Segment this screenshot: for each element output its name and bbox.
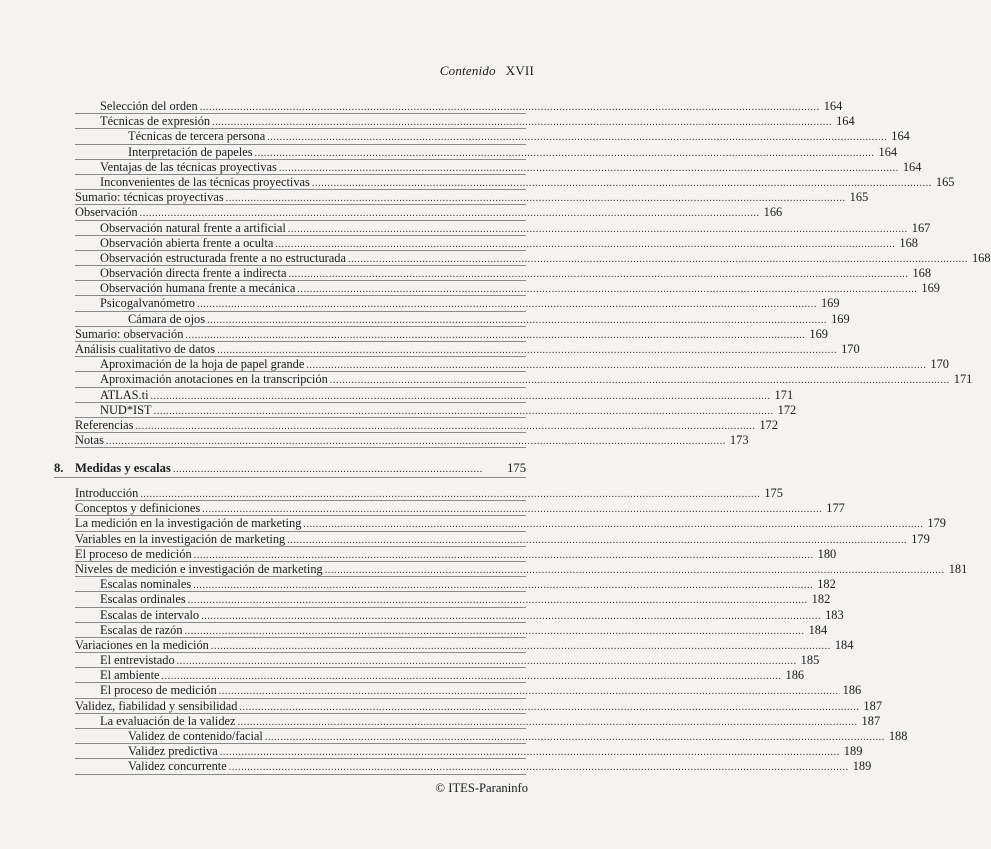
toc-entry-page: 183 <box>825 607 844 622</box>
publisher-footer: © ITES-Paraninfo <box>435 781 528 795</box>
toc-entry <box>75 698 883 714</box>
toc-entry-page: 187 <box>861 713 881 728</box>
toc-entry <box>75 372 973 387</box>
leader-dots: ........................................................................................................................................................................................................ <box>225 193 846 205</box>
toc-entry-page: 179 <box>911 531 930 546</box>
toc-entry <box>75 433 749 448</box>
toc-entry-page: 168 <box>899 235 918 250</box>
toc-entry-title: Aproximación anotaciones en la transcripción <box>100 372 328 387</box>
toc-entry-page: 185 <box>800 653 820 668</box>
toc-entry-page: 186 <box>785 668 805 683</box>
toc-entry-page: 186 <box>842 683 862 698</box>
toc-entry-page: 184 <box>834 637 854 652</box>
leader-dots: ........................................................................................................................................................................................................ <box>201 610 822 622</box>
toc-entry-page: 171 <box>774 387 794 402</box>
leader-dots: ........................................................................................................................................................................................................ <box>311 177 932 189</box>
toc-entry-title: Observación abierta frente a oculta <box>100 235 274 250</box>
toc-entry-title: La medición en la investigación de marketing <box>75 516 302 531</box>
toc-entry-title: Análisis cualitativo de datos <box>75 342 216 356</box>
toc-entry-title: Observación directa frente a indirecta <box>100 266 287 281</box>
toc-entry-page: 175 <box>764 486 783 500</box>
leader-dots: .................................................................................................... <box>172 464 483 475</box>
leader-dots: ........................................................................................................................................................................................................ <box>237 716 858 728</box>
leader-dots: ........................................................................................................................................................................................................ <box>228 762 849 774</box>
toc-entry <box>75 281 940 296</box>
leader-dots: ........................................................................................................................................................................................................ <box>324 564 945 576</box>
toc-entry-title: Técnicas de tercera persona <box>128 129 266 144</box>
leader-dots: ........................................................................................................................................................................................................ <box>264 732 885 743</box>
leader-dots: ........................................................................................................................................................................................................ <box>267 132 888 144</box>
toc-entry-title: Niveles de medición e investigación de marketing <box>75 561 323 576</box>
toc-entry-title: El proceso de medición <box>75 546 192 561</box>
toc-entry <box>75 713 881 729</box>
leader-dots: ........................................................................................................................................................................................................ <box>176 656 797 668</box>
toc-entry-title: Cámara de ojos <box>128 311 206 326</box>
toc-entry <box>75 387 794 403</box>
leader-dots: ........................................................................................................................................................................................................ <box>140 489 761 500</box>
toc-entry <box>75 326 828 342</box>
toc-entry <box>75 683 862 698</box>
toc-entry-title: Validez de contenido/facial <box>128 729 263 743</box>
toc-entry-page: 165 <box>935 174 955 189</box>
toc-entry-title: Observación natural frente a artificial <box>100 220 286 235</box>
toc-entry-page: 188 <box>888 729 908 743</box>
toc-entry-title: Sumario: observación <box>75 326 184 341</box>
leader-dots: ........................................................................................................................................................................................................ <box>329 375 950 387</box>
toc-entry <box>75 577 836 592</box>
leader-dots: ........................................................................................................................................................................................................ <box>218 686 839 698</box>
leader-dots: ........................................................................................................................................................................................................ <box>254 147 875 159</box>
toc-entry <box>75 417 779 433</box>
leader-dots: ........................................................................................................................................................................................................ <box>239 701 860 713</box>
toc-entry <box>75 607 844 623</box>
chapter-title: Medidas y escalas <box>75 461 171 475</box>
toc-entry-page: 169 <box>809 326 828 341</box>
toc-entry-page: 164 <box>823 99 843 113</box>
running-header-section: Contenido <box>439 63 496 78</box>
leader-dots: ........................................................................................................................................................................................................ <box>347 253 968 265</box>
toc-entry <box>75 744 863 759</box>
toc-entry <box>75 402 797 418</box>
toc-entry-title: Psicogalvanómetro <box>100 296 195 311</box>
toc-entry <box>75 235 918 251</box>
leader-dots: ........................................................................................................................................................................................................ <box>303 519 924 531</box>
toc-entry-page: 169 <box>831 311 850 326</box>
running-header <box>440 63 534 79</box>
toc-entry-title: Validez, fiabilidad y sensibilidad <box>75 698 238 713</box>
toc-entry-page: 189 <box>843 744 863 759</box>
toc-entry-page: 182 <box>811 592 831 607</box>
toc-entry <box>75 250 991 266</box>
toc-entry <box>75 144 898 160</box>
toc-entry-title: NUD*IST <box>100 402 152 417</box>
leader-dots: ........................................................................................................................................................................................................ <box>196 299 817 311</box>
toc-entry <box>75 220 931 236</box>
leader-dots: ........................................................................................................................................................................................................ <box>202 504 823 516</box>
leader-dots: ........................................................................................................................................................................................................ <box>135 420 756 432</box>
toc-entry <box>75 501 845 516</box>
leader-dots: ........................................................................................................................................................................................................ <box>187 595 808 607</box>
toc-entry-title: Ventajas de las técnicas proyectivas <box>100 159 277 174</box>
toc-entry <box>75 174 955 190</box>
toc-entry-page: 167 <box>911 220 931 235</box>
toc-entry-page: 181 <box>948 561 968 576</box>
toc-entry-page: 180 <box>817 546 837 561</box>
leader-dots: ........................................................................................................................................................................................................ <box>185 329 806 341</box>
toc-entry <box>75 342 860 357</box>
toc-entry-title: Escalas de razón <box>100 622 183 637</box>
toc-entry-page: 182 <box>817 577 836 592</box>
toc-entry-title: Conceptos y definiciones <box>75 501 201 516</box>
toc-entry <box>75 759 872 774</box>
table-of-contents-part-2 <box>75 486 968 775</box>
chapter-heading <box>54 461 526 478</box>
toc-entry <box>75 311 850 327</box>
toc-entry-page: 164 <box>902 159 922 174</box>
toc-entry-title: Interpretación de papeles <box>128 144 253 159</box>
toc-entry-title: Aproximación de la hoja de papel grande <box>100 357 305 372</box>
toc-entry-page: 171 <box>953 372 973 387</box>
toc-entry <box>75 729 908 744</box>
toc-entry <box>75 516 946 531</box>
toc-entry <box>75 114 855 129</box>
toc-entry-page: 172 <box>759 417 779 432</box>
toc-entry-title: Escalas de intervalo <box>100 607 200 622</box>
toc-entry-page: 187 <box>863 698 883 713</box>
toc-entry-page: 173 <box>729 433 749 448</box>
leader-dots: ........................................................................................................................................................................................................ <box>212 117 833 129</box>
toc-entry <box>75 99 843 114</box>
toc-entry-page: 166 <box>763 205 783 220</box>
toc-entry-title: Notas <box>75 433 104 448</box>
toc-entry-title: Referencias <box>75 417 134 432</box>
leader-dots: ........................................................................................................................................................................................................ <box>193 580 814 592</box>
toc-entry-page: 170 <box>841 342 860 356</box>
toc-entry-title: Variables en la investigación de marketing <box>75 531 286 546</box>
toc-entry-page: 164 <box>836 114 855 129</box>
leader-dots: ........................................................................................................................................................................................................ <box>139 208 760 220</box>
toc-entry-title: El proceso de medición <box>100 683 217 698</box>
leader-dots: ........................................................................................................................................................................................................ <box>199 102 820 113</box>
toc-entry <box>75 357 949 372</box>
leader-dots: ........................................................................................................................................................................................................ <box>105 436 726 448</box>
toc-entry-title: Introducción <box>75 486 139 500</box>
leader-dots: ........................................................................................................................................................................................................ <box>184 625 805 637</box>
toc-entry-page: 177 <box>826 501 845 516</box>
toc-entry-page: 172 <box>777 402 797 417</box>
toc-entry <box>75 561 968 577</box>
toc-entry <box>75 653 820 668</box>
toc-entry-title: Inconvenientes de las técnicas proyectivas <box>100 174 310 189</box>
toc-entry-page: 168 <box>971 250 991 265</box>
toc-entry-page: 164 <box>878 144 898 159</box>
leader-dots: ........................................................................................................................................................................................................ <box>217 345 838 356</box>
toc-entry-title: Observación estructurada frente a no estructurada <box>100 250 346 265</box>
toc-entry-page: 179 <box>927 516 946 531</box>
toc-entry <box>75 266 932 281</box>
toc-entry-page: 189 <box>852 759 872 774</box>
toc-entry-title: Sumario: técnicas proyectivas <box>75 190 224 205</box>
leader-dots: ........................................................................................................................................................................................................ <box>288 269 909 281</box>
leader-dots: ........................................................................................................................................................................................................ <box>287 534 908 546</box>
toc-entry-page: 169 <box>921 281 940 296</box>
toc-entry <box>75 546 837 562</box>
toc-entry <box>75 129 910 144</box>
toc-entry-title: Escalas nominales <box>100 577 192 592</box>
leader-dots: ........................................................................................................................................................................................................ <box>219 747 840 759</box>
toc-entry <box>75 296 840 311</box>
toc-entry-page: 165 <box>849 190 869 205</box>
toc-entry <box>75 622 828 638</box>
leader-dots: ........................................................................................................................................................................................................ <box>306 360 927 372</box>
toc-entry-page: 184 <box>808 622 828 637</box>
chapter-page: 175 <box>507 461 526 475</box>
toc-entry <box>75 159 922 175</box>
toc-entry <box>75 190 869 205</box>
leader-dots: ........................................................................................................................................................................................................ <box>278 162 899 174</box>
toc-entry <box>75 531 930 547</box>
toc-entry <box>75 592 831 607</box>
toc-entry-title: Selección del orden <box>100 99 198 113</box>
page-number: XVII <box>505 63 534 78</box>
toc-entry-title: Validez predictiva <box>128 744 218 759</box>
toc-entry-page: 170 <box>930 357 949 372</box>
toc-entry <box>75 486 783 501</box>
toc-entry-page: 168 <box>912 266 932 281</box>
leader-dots: ........................................................................................................................................................................................................ <box>161 671 782 683</box>
leader-dots: ........................................................................................................................................................................................................ <box>153 405 774 417</box>
toc-entry-title: Variaciones en la medición <box>75 637 209 652</box>
leader-dots: ........................................................................................................................................................................................................ <box>287 223 908 235</box>
toc-entry-title: ATLAS.ti <box>100 387 149 402</box>
table-of-contents-part-1 <box>75 99 991 448</box>
leader-dots: ........................................................................................................................................................................................................ <box>210 640 831 652</box>
leader-dots: ........................................................................................................................................................................................................ <box>297 284 918 296</box>
toc-entry-title: Escalas ordinales <box>100 592 186 607</box>
leader-dots: ........................................................................................................................................................................................................ <box>275 238 896 250</box>
leader-dots: ........................................................................................................................................................................................................ <box>150 390 771 402</box>
chapter-number: 8. <box>54 461 64 475</box>
toc-entry-page: 169 <box>820 296 840 311</box>
leader-dots: ........................................................................................................................................................................................................ <box>193 549 814 561</box>
toc-entry-title: El ambiente <box>100 668 160 683</box>
toc-entry <box>75 668 805 683</box>
toc-entry-title: El entrevistado <box>100 653 175 668</box>
toc-entry-title: Observación <box>75 205 138 220</box>
leader-dots: ........................................................................................................................................................................................................ <box>207 314 828 326</box>
toc-entry-title: Validez concurrente <box>128 759 227 774</box>
toc-entry-title: Técnicas de expresión <box>100 114 211 129</box>
toc-entry <box>75 205 783 220</box>
toc-entry-page: 164 <box>891 129 910 144</box>
toc-entry-title: Observación humana frente a mecánica <box>100 281 296 296</box>
toc-entry <box>75 637 854 653</box>
toc-entry-title: La evaluación de la validez <box>100 713 236 728</box>
